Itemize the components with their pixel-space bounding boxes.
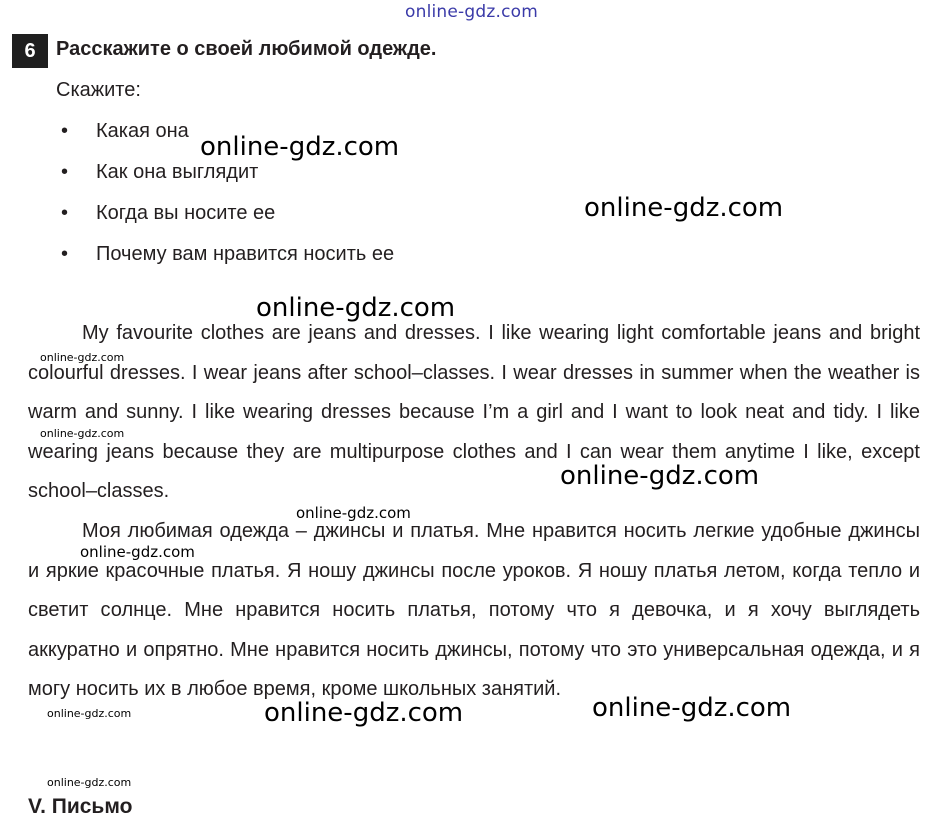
watermark: online-gdz.com [264, 698, 464, 728]
section-heading: V. Письмо [28, 795, 133, 818]
watermark: online-gdz.com [40, 351, 125, 364]
watermark: online-gdz.com [47, 707, 132, 720]
watermark: online-gdz.com [592, 693, 792, 723]
list-item: Какая она [96, 120, 189, 142]
russian-paragraph-text: Моя любимая одежда – джинсы и платья. Мне нравится носить легкие удобные джинсы и яркие красочные платья. Я ношу джинсы после уроков. Я ношу платья летом, когда тепло и светит солнце. Мне нравится носить платья, потому что я девочка, и я хочу выглядеть аккуратно и опрятно. Мне нравится носить джинсы, потому что это универсальная одежда, и я могу носить их в любое время, кроме школьных занятий. [28, 520, 920, 700]
bullet-dot-icon: • [61, 161, 69, 183]
watermark: online-gdz.com [40, 427, 125, 440]
bullet-dot-icon: • [61, 202, 69, 224]
watermark: online-gdz.com [560, 461, 760, 491]
task-prompt: Скажите: [56, 79, 141, 101]
task-number-badge: 6 [12, 34, 48, 68]
english-paragraph [28, 314, 920, 512]
watermark: online-gdz.com [80, 543, 195, 561]
watermark: online-gdz.com [47, 776, 132, 789]
watermark: online-gdz.com [256, 293, 456, 323]
bullet-dot-icon: • [61, 243, 69, 265]
top-watermark: online-gdz.com [405, 2, 539, 22]
watermark: online-gdz.com [296, 504, 411, 522]
task-title: Расскажите о своей любимой одежде. [56, 38, 437, 60]
watermark: online-gdz.com [200, 132, 400, 162]
list-item: Как она выглядит [96, 161, 259, 183]
russian-paragraph [28, 512, 920, 710]
bullet-dot-icon: • [61, 120, 69, 142]
list-item: Когда вы носите ее [96, 202, 276, 224]
list-item: Почему вам нравится носить ее [96, 243, 395, 265]
watermark: online-gdz.com [584, 193, 784, 223]
english-paragraph-text: My favourite clothes are jeans and dresses. I like wearing light comfortable jeans and bright colourful dresses. I wear jeans after school–classes. I wear dresses in summer when the weather is warm and sunny. I like wearing dresses because I’m a girl and I want to look neat and tidy. I like wearing jeans because they are multipurpose clothes and I can wear them anytime I like, except school–classes. [28, 322, 920, 502]
